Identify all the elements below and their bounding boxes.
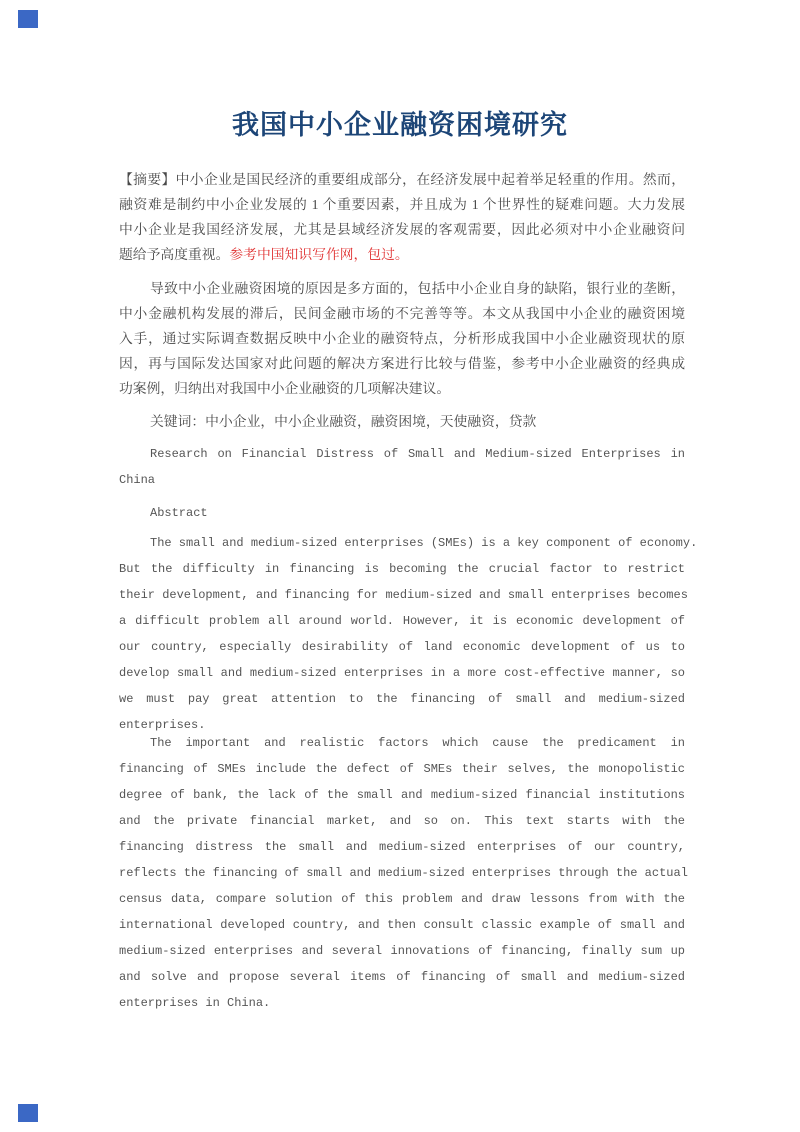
blue-square-marker-icon <box>18 10 38 28</box>
text-line <box>119 326 685 351</box>
text-line <box>119 409 685 434</box>
text-segment: But the difficulty in financing is becoming the crucial factor to restrict <box>119 562 685 576</box>
abstract-cn-paragraph <box>119 167 685 267</box>
text-line <box>119 500 685 526</box>
text-segment: international developed country, and then consult classic example of small and <box>119 918 685 932</box>
text-segment: their development, and financing for medium-sized and small enterprises becomes <box>119 588 688 602</box>
text-line <box>119 912 685 938</box>
text-segment: medium-sized enterprises and several innovations of financing, finally sum up <box>119 944 685 958</box>
text-segment: 关键词：中小企业，中小企业融资，融资困境，天使融资，贷款 <box>150 414 537 429</box>
text-segment: degree of bank, the lack of the small and medium-sized financial institutions <box>119 788 685 802</box>
text-segment: The important and realistic factors which cause the predicament in <box>150 736 685 750</box>
text-segment: and solve and propose several items of financing of small and medium-sized <box>119 970 685 984</box>
text-segment: 入手，通过实际调查数据反映中小企业的融资特点，分析形成我国中小企业融资现状的原 <box>119 331 685 346</box>
text-line <box>119 938 685 964</box>
text-line <box>119 808 685 834</box>
text-segment: financing distress the small and medium-sized enterprises of our country, <box>119 840 685 854</box>
text-line <box>119 530 698 556</box>
text-line <box>119 990 685 1016</box>
text-line <box>119 730 685 756</box>
text-line <box>119 167 685 192</box>
text-segment: financing of SMEs include the defect of SMEs their selves, the monopolistic <box>119 762 685 776</box>
text-segment: 因，再与国际发达国家对此问题的解决方案进行比较与借鉴，参考中小企业融资的经典成 <box>119 356 685 371</box>
text-segment: we must pay great attention to the financing of small and medium-sized <box>119 692 685 706</box>
text-segment: census data, compare solution of this problem and draw lessons from with the <box>119 892 685 906</box>
text-line <box>119 886 685 912</box>
text-line <box>119 467 685 493</box>
text-line <box>119 634 685 660</box>
document-title: 我国中小企业融资困境研究 <box>232 110 568 140</box>
text-segment: 中小企业是我国经济发展，尤其是县域经济发展的客观需要，因此必须对中小企业融资问 <box>119 222 685 237</box>
english-abstract-paragraph-2 <box>119 730 688 1016</box>
text-line <box>119 782 685 808</box>
text-line <box>119 276 685 301</box>
text-segment: our country, especially desirability of land economic development of us to <box>119 640 685 654</box>
text-segment: The small and medium-sized enterprises (SMEs) is a key component of economy. <box>150 536 698 550</box>
text-segment: 中小金融机构发展的滞后，民间金融市场的不完善等等。本文从我国中小企业的融资困境 <box>119 306 685 321</box>
abstract-heading-line <box>119 500 685 526</box>
text-segment: 题给予高度重视。 <box>119 247 230 262</box>
keywords-line <box>119 409 685 434</box>
blue-square-marker-icon <box>18 1104 38 1122</box>
text-line <box>119 192 685 217</box>
text-segment: Research on Financial Distress of Small and Medium-sized Enterprises in <box>150 447 685 461</box>
text-segment: develop small and medium-sized enterprises in a more cost-effective manner, so <box>119 666 685 680</box>
text-segment: 功案例，归纳出对我国中小企业融资的几项解决建议。 <box>119 381 451 396</box>
text-line <box>119 582 688 608</box>
text-line <box>119 608 685 634</box>
english-title-paragraph <box>119 441 685 493</box>
text-line <box>119 964 685 990</box>
text-line <box>119 556 685 582</box>
text-line <box>119 242 685 267</box>
text-line <box>119 756 685 782</box>
text-line <box>119 860 688 886</box>
document-body <box>119 0 698 1132</box>
text-segment: 融资难是制约中小企业发展的 1 个重要因素，并且成为 1 个世界性的疑难问题。大力发展 <box>119 197 685 212</box>
text-line <box>119 660 685 686</box>
text-line <box>119 351 685 376</box>
text-segment: 导致中小企业融资困境的原因是多方面的，包括中小企业自身的缺陷，银行业的垄断， <box>150 281 685 296</box>
english-abstract-paragraph-1 <box>119 530 698 738</box>
text-line <box>119 686 685 712</box>
text-line <box>119 301 685 326</box>
text-line <box>119 217 685 242</box>
text-segment: reflects the financing of small and medium-sized enterprises through the actual <box>119 866 688 880</box>
text-segment: and the private financial market, and so on. This text starts with the <box>119 814 685 828</box>
text-segment: enterprises. <box>119 718 206 732</box>
text-line <box>119 441 685 467</box>
text-segment: enterprises in China. <box>119 996 271 1010</box>
text-line <box>119 376 685 401</box>
text-segment: 【摘要】中小企业是国民经济的重要组成部分，在经济发展中起着举足轻重的作用。然而， <box>119 172 685 187</box>
text-segment: a difficult problem all around world. However, it is economic development of <box>119 614 685 628</box>
causes-cn-paragraph <box>119 276 685 401</box>
promo-text: 参考中国知识写作网，包过。 <box>229 247 409 262</box>
text-segment: Abstract <box>150 506 208 520</box>
text-line <box>119 834 685 860</box>
text-segment: China <box>119 473 156 487</box>
